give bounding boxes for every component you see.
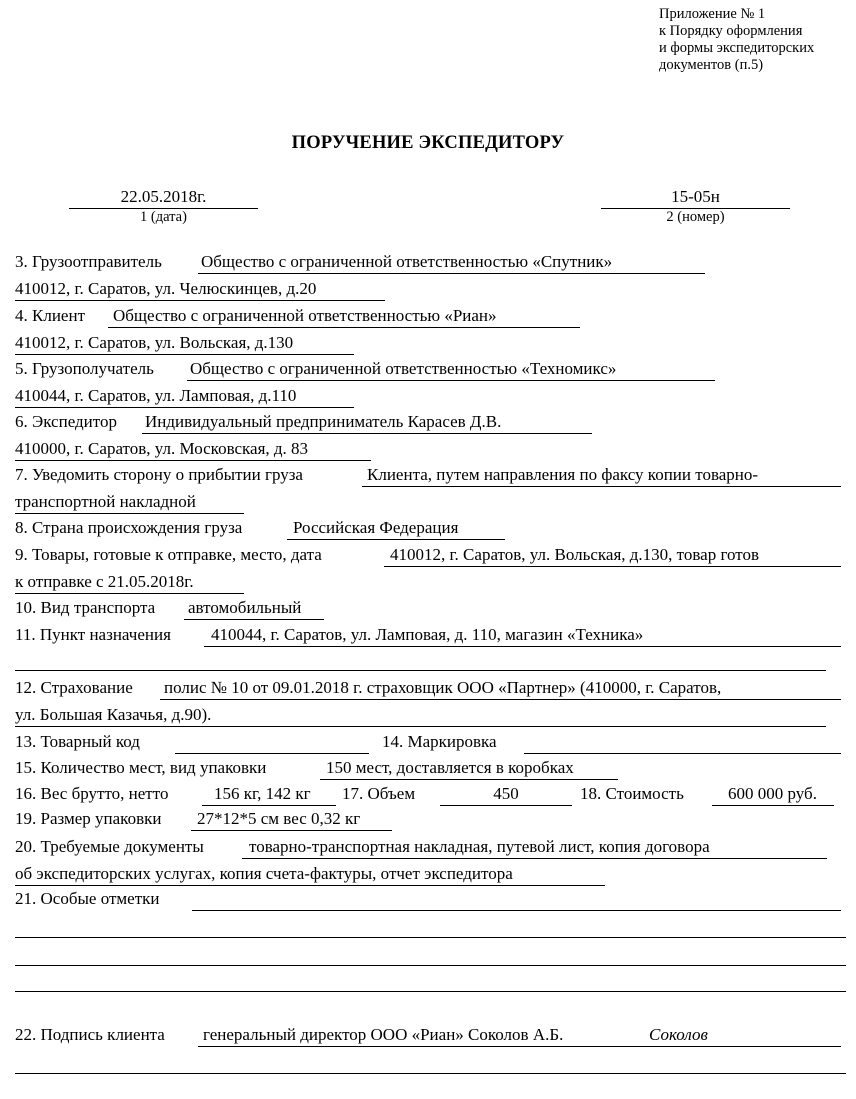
field-value: 410012, г. Саратов, ул. Вольская, д.130, товар готов <box>390 545 760 564</box>
date-caption: 1 (дата) <box>140 209 187 225</box>
origin-country-field[interactable] <box>287 517 505 540</box>
field-label: 18. Стоимость <box>580 784 684 803</box>
field-package-size <box>15 808 841 830</box>
required-docs-field-cont[interactable] <box>15 863 605 886</box>
field-value: об экспедиторских услугах, копия счета-фактуры, отчет экспедитора <box>15 864 513 883</box>
field-origin-country <box>15 517 841 539</box>
special-notes-field[interactable] <box>192 888 841 911</box>
field-forwarder <box>15 411 841 433</box>
field-value: Общество с ограниченной ответственностью «Спутник» <box>201 252 613 271</box>
field-value: 150 мест, доставляется в коробках <box>326 758 574 777</box>
field-destination <box>15 624 841 646</box>
field-label: 17. Объем <box>342 784 416 803</box>
annex-note <box>659 6 814 74</box>
forwarder-address-field[interactable] <box>15 438 371 461</box>
notify-party-field-cont[interactable] <box>15 491 244 514</box>
field-client <box>15 305 841 327</box>
shipper-field[interactable] <box>198 251 705 274</box>
field-packages <box>15 757 841 779</box>
field-label: 9. Товары, готовые к отправке, место, дата <box>15 545 322 564</box>
field-value: 450 <box>493 784 519 803</box>
field-transport-type <box>15 597 841 619</box>
field-value: 410044, г. Саратов, ул. Ламповая, д. 110, магазин «Техника» <box>211 625 644 644</box>
field-value: Российская Федерация <box>293 518 459 537</box>
field-required-docs-cont <box>15 863 841 885</box>
insurance-field-cont[interactable] <box>15 704 826 727</box>
field-label: 3. Грузоотправитель <box>15 252 162 271</box>
field-label: 10. Вид транспорта <box>15 598 156 617</box>
field-value: к отправке с 21.05.2018г. <box>15 572 194 591</box>
transport-type-field[interactable] <box>184 597 324 620</box>
field-label: 7. Уведомить сторону о прибытии груза <box>15 465 303 484</box>
field-value: 156 кг, 142 кг <box>214 784 311 803</box>
field-insurance <box>15 677 841 699</box>
number-block <box>601 186 790 226</box>
field-label: 6. Экспедитор <box>15 412 117 431</box>
field-value: Общество с ограниченной ответственностью «Риан» <box>113 306 497 325</box>
field-value: товарно-транспортная накладная, путевой лист, копия договора <box>249 837 710 856</box>
field-insurance-cont <box>15 704 841 726</box>
field-consignee <box>15 358 841 380</box>
field-forwarder-address <box>15 438 841 460</box>
number-field[interactable]: 15-05н <box>601 186 790 209</box>
field-required-docs <box>15 836 841 858</box>
field-value: 600 000 руб. <box>728 784 817 803</box>
annex-line: и формы экспедиторских <box>659 40 815 56</box>
field-client-signature <box>15 1024 841 1046</box>
field-shipper <box>15 251 841 273</box>
field-label: 8. Страна происхождения груза <box>15 518 243 537</box>
signature-value: Соколов <box>649 1025 708 1044</box>
field-label: 12. Страхование <box>15 678 133 697</box>
document-title: ПОРУЧЕНИЕ ЭКСПЕДИТОРУ <box>291 133 565 153</box>
field-label: 22. Подпись клиента <box>15 1025 165 1044</box>
date-field[interactable]: 22.05.2018г. <box>69 186 258 209</box>
special-notes-line[interactable] <box>15 990 846 992</box>
signature-extra-line[interactable] <box>15 1072 846 1074</box>
volume-field[interactable] <box>440 783 572 806</box>
field-value: генеральный директор ООО «Риан» Соколов А.Б. <box>203 1025 564 1044</box>
goods-ready-field[interactable] <box>384 544 841 567</box>
field-value: Клиента, путем направления по факсу копии товарно- <box>367 465 759 484</box>
special-notes-line[interactable] <box>15 964 846 966</box>
field-special-notes <box>15 888 841 910</box>
field-value: ул. Большая Казачья, д.90). <box>15 705 212 724</box>
field-client-address <box>15 332 841 354</box>
required-docs-field[interactable] <box>242 836 827 859</box>
insurance-field[interactable] <box>160 677 841 700</box>
field-notify-party <box>15 464 841 486</box>
field-value: 410012, г. Саратов, ул. Челюскинцев, д.20 <box>15 279 317 298</box>
annex-line: Приложение № 1 <box>659 6 766 22</box>
client-signature-field[interactable] <box>198 1024 841 1047</box>
notify-party-field[interactable] <box>362 464 841 487</box>
cost-field[interactable] <box>712 783 834 806</box>
annex-line: документов (п.5) <box>659 57 764 73</box>
consignee-address-field[interactable] <box>15 385 354 408</box>
field-shipper-address <box>15 278 841 300</box>
field-label: 4. Клиент <box>15 306 85 325</box>
field-goods-ready <box>15 544 841 566</box>
field-goods-ready-cont <box>15 571 841 593</box>
field-value: 410044, г. Саратов, ул. Ламповая, д.110 <box>15 386 297 405</box>
weight-field[interactable] <box>202 783 336 806</box>
field-label: 19. Размер упаковки <box>15 809 162 828</box>
client-field[interactable] <box>108 305 580 328</box>
number-caption: 2 (номер) <box>666 209 725 225</box>
field-product-code <box>15 731 841 753</box>
field-label: 21. Особые отметки <box>15 889 160 908</box>
marking-field[interactable] <box>524 731 841 754</box>
field-consignee-address <box>15 385 841 407</box>
field-value: 410000, г. Саратов, ул. Московская, д. 83 <box>15 439 309 458</box>
destination-field[interactable] <box>204 624 841 647</box>
special-notes-line[interactable] <box>15 936 846 938</box>
field-label: 11. Пункт назначения <box>15 625 171 644</box>
field-value: 410012, г. Саратов, ул. Вольская, д.130 <box>15 333 294 352</box>
field-value: 27*12*5 см вес 0,32 кг <box>197 809 361 828</box>
field-label: 15. Количество мест, вид упаковки <box>15 758 267 777</box>
package-size-field[interactable] <box>191 808 392 831</box>
field-value: транспортной накладной <box>15 492 196 511</box>
field-notify-party-cont <box>15 491 841 513</box>
shipper-address-field[interactable] <box>15 278 385 301</box>
packages-field[interactable] <box>320 757 618 780</box>
consignee-field[interactable] <box>187 358 715 381</box>
field-weight-volume-cost <box>15 783 841 805</box>
product-code-field[interactable] <box>175 731 369 754</box>
forwarder-field[interactable] <box>142 411 592 434</box>
field-value: полис № 10 от 09.01.2018 г. страховщик ООО «Партнер» (410000, г. Саратов, <box>164 678 722 697</box>
client-address-field[interactable] <box>15 332 354 355</box>
field-value: Общество с ограниченной ответственностью «Техномикс» <box>190 359 617 378</box>
date-block <box>69 186 258 226</box>
field-label: 16. Вес брутто, нетто <box>15 784 169 803</box>
field-value: Индивидуальный предприниматель Карасев Д.В. <box>145 412 502 431</box>
goods-ready-field-cont[interactable] <box>15 571 244 594</box>
field-label: 5. Грузополучатель <box>15 359 154 378</box>
destination-field-cont[interactable] <box>15 669 826 671</box>
annex-line: к Порядку оформления <box>659 23 803 39</box>
field-value: автомобильный <box>188 598 302 617</box>
field-label: 13. Товарный код <box>15 732 140 751</box>
field-label: 20. Требуемые документы <box>15 837 204 856</box>
field-label: 14. Маркировка <box>382 732 497 751</box>
